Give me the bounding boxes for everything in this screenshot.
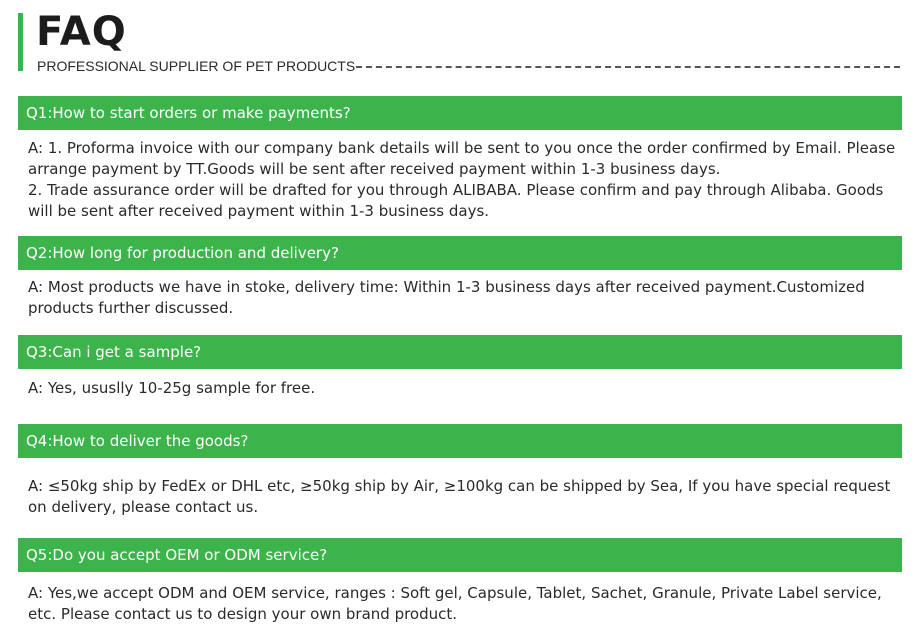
page-subtitle: PROFESSIONAL SUPPLIER OF PET PRODUCTS [37, 58, 356, 74]
faq-header [0, 0, 920, 80]
answer-line: A: ≤50kg ship by FedEx or DHL etc, ≥50kg ship by Air, ≥100kg can be shipped by Sea, If you have special request on delivery, please contact us. [28, 477, 891, 516]
answer-line: A: 1. Proforma invoice with our company bank details will be sent to you once the order confirmed by Email. Please arrange payment by TT.Goods will be sent after received payment within 1-3 business days. [28, 139, 896, 178]
question-bar: Q3:Can i get a sample? [18, 335, 902, 369]
answer-line: A: Yes, ususlly 10-25g sample for free. [28, 379, 316, 397]
answer-line: A: Yes,we accept ODM and OEM service, ranges : Soft gel, Capsule, Tablet, Sachet, Granule, Private Label service, etc. Please contact us to design your own brand product. [28, 584, 882, 623]
answer-line: 2. Trade assurance order will be drafted for you through ALIBABA. Please confirm and pay through Alibaba. Goods will be sent after received payment within 1-3 business days. [28, 181, 884, 220]
answer-line: A: Most products we have in stoke, delivery time: Within 1-3 business days after received payment.Customized products further discussed. [28, 278, 865, 317]
question-bar: Q1:How to start orders or make payments? [18, 96, 902, 130]
answer-text [18, 369, 902, 399]
answer-text [18, 458, 902, 518]
page-title: FAQ [36, 9, 127, 55]
accent-bar [18, 13, 23, 71]
answer-text [18, 270, 902, 319]
question-bar: Q5:Do you accept OEM or ODM service? [18, 538, 902, 572]
faq-item-q2 [18, 236, 902, 319]
faq-item-q5 [18, 538, 902, 625]
question-bar: Q4:How to deliver the goods? [18, 424, 902, 458]
faq-item-q1 [18, 96, 902, 222]
answer-text [18, 130, 902, 222]
dashed-divider [356, 66, 900, 68]
faq-item-q3 [18, 335, 902, 399]
question-bar: Q2:How long for production and delivery? [18, 236, 902, 270]
answer-text [18, 572, 902, 625]
faq-item-q4 [18, 424, 902, 518]
